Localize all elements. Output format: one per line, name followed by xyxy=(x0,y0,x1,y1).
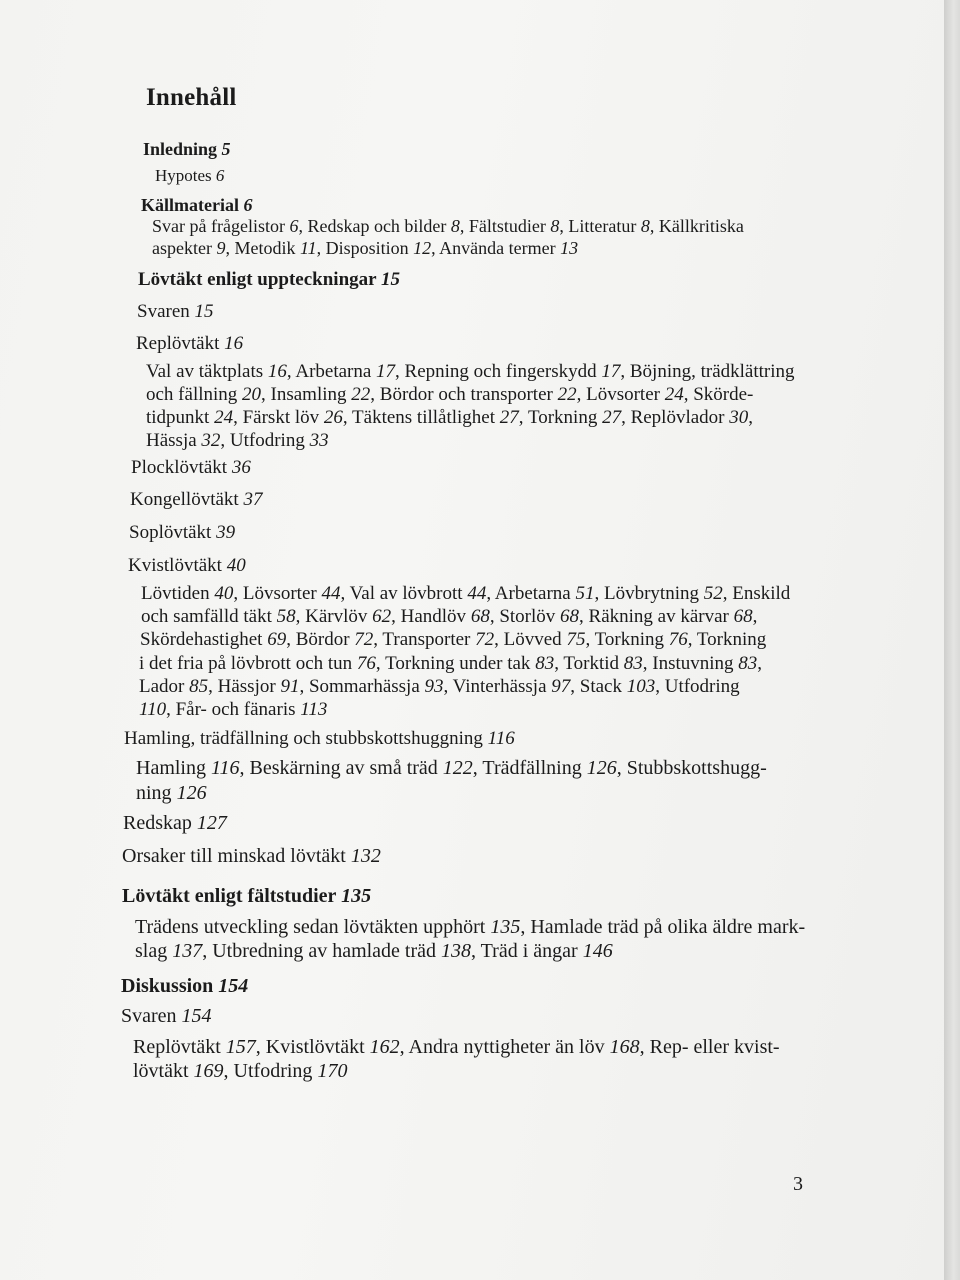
toc-page-number: 12 xyxy=(413,238,432,258)
toc-entry-text: , Vinterhässja xyxy=(443,676,552,697)
toc-entry-text: , xyxy=(752,606,758,627)
toc-detail-line xyxy=(136,782,207,805)
toc-page-number: 69 xyxy=(267,629,287,650)
toc-entry-text: , Böjning, trädklättring xyxy=(620,361,795,382)
toc-entry-text: , Fältstudier xyxy=(459,216,551,236)
toc-entry-text: Plocklövtäkt xyxy=(131,457,228,478)
toc-page-number: 93 xyxy=(424,676,444,697)
toc-page-number: 26 xyxy=(323,407,343,428)
toc-entry-text: Trädens utveckling sedan lövtäkten upphört xyxy=(135,916,491,938)
toc-page-number: 170 xyxy=(317,1060,348,1082)
toc-detail-line xyxy=(133,1036,780,1059)
toc-entry-text: , Lövved xyxy=(494,629,567,650)
toc-page-number: 154 xyxy=(218,975,249,997)
toc-page-number: 135 xyxy=(490,916,521,938)
toc-detail-line xyxy=(139,653,762,675)
toc-page-number: 24 xyxy=(664,384,684,405)
toc-page-number: 110 xyxy=(139,699,167,720)
toc-entry-text: , Bördor och transporter xyxy=(370,384,558,405)
toc-page-number: 22 xyxy=(351,384,371,405)
toc-page-number: 72 xyxy=(354,629,374,650)
toc-entry-text: , Torkning under tak xyxy=(375,653,536,674)
toc-entry-text: , Arbetarna xyxy=(486,583,576,604)
toc-page-number: 85 xyxy=(189,676,209,697)
toc-page-number: 15 xyxy=(194,301,214,322)
toc-entry-text: , Val av lövbrott xyxy=(340,583,468,604)
toc-page-number: 103 xyxy=(626,676,656,697)
toc-page-number: 16 xyxy=(224,333,244,354)
toc-page-number: 157 xyxy=(225,1036,256,1058)
toc-page-number: 76 xyxy=(356,653,376,674)
toc-page-number: 83 xyxy=(738,653,758,674)
toc-page-number: 9 xyxy=(216,238,226,258)
toc-page-number: 83 xyxy=(535,653,555,674)
toc-page-number: 168 xyxy=(609,1036,640,1058)
toc-entry-text: aspekter xyxy=(152,238,217,258)
toc-entry-text: , Utfodring xyxy=(223,1060,318,1082)
toc-page-number: 16 xyxy=(267,361,287,382)
toc-entry-text: , Trädfällning xyxy=(472,757,587,779)
toc-page-number: 146 xyxy=(582,940,613,962)
toc-page-number: 40 xyxy=(226,555,246,576)
toc-entry-text: Lövtiden xyxy=(141,583,215,604)
toc-entry-text: , Stack xyxy=(570,676,627,697)
toc-entry-text: , Andra nyttigheter än löv xyxy=(399,1036,610,1058)
toc-page-number: 27 xyxy=(499,407,519,428)
toc-entry-text: , Lövsorter xyxy=(233,583,322,604)
toc-entry-text: Replövtäkt xyxy=(133,1036,226,1058)
toc-page-number: 40 xyxy=(214,583,234,604)
toc-entry-text: ning xyxy=(136,782,177,804)
toc-entry-text: , Utbredning av hamlade träd xyxy=(202,940,442,962)
toc-detail-line xyxy=(136,757,767,780)
toc-page-number: 116 xyxy=(211,757,240,779)
toc-entry-text: , Repning och fingerskydd xyxy=(395,361,602,382)
toc-entry-text: , Använda termer xyxy=(431,238,561,258)
toc-page-number: 138 xyxy=(441,940,472,962)
toc-page-number: 72 xyxy=(475,629,495,650)
toc-entry-text: Soplövtäkt xyxy=(129,522,212,543)
toc-detail-line xyxy=(135,940,613,963)
toc-entry-text: Kongellövtäkt xyxy=(130,489,239,510)
toc-section-redskap xyxy=(123,812,227,835)
toc-entry-text: , Träd i ängar xyxy=(471,940,583,962)
toc-page-number: 44 xyxy=(321,583,341,604)
toc-entry-text: , Lövsorter xyxy=(576,384,665,405)
toc-section-orsaker xyxy=(122,845,381,868)
toc-page-number: 68 xyxy=(470,606,490,627)
toc-entry-text: Diskussion xyxy=(121,975,214,997)
toc-chapter-diskussion xyxy=(121,975,248,998)
toc-entry-text: och fällning xyxy=(146,384,243,405)
page-number: 3 xyxy=(793,1173,803,1195)
toc-entry-text: Replövtäkt xyxy=(136,333,220,354)
toc-page-number: 39 xyxy=(216,522,236,543)
toc-entry-text: , Färskt löv xyxy=(233,407,324,428)
toc-page-number: 22 xyxy=(557,384,577,405)
toc-section-svaren-diskussion xyxy=(121,1005,212,1028)
toc-entry-text: Inledning xyxy=(143,139,218,159)
toc-entry-text: i det fria på lövbrott och tun xyxy=(139,653,357,674)
page-title: Innehåll xyxy=(146,84,237,111)
toc-entry-text: , Insamling xyxy=(261,384,352,405)
toc-page-number: 52 xyxy=(703,583,723,604)
toc-entry-text: , Arbetarna xyxy=(286,361,377,382)
toc-entry-text: , Lövbrytning xyxy=(594,583,704,604)
toc-entry-text: och samfälld täkt xyxy=(141,606,277,627)
toc-page-number: 135 xyxy=(341,885,372,907)
toc-entry-text: , Handlöv xyxy=(391,606,471,627)
toc-page-number: 15 xyxy=(381,269,400,290)
toc-page-number: 30 xyxy=(729,407,749,428)
toc-page-number: 83 xyxy=(623,653,643,674)
toc-page-number: 8 xyxy=(550,216,560,236)
toc-entry-text: Svaren xyxy=(121,1005,177,1027)
toc-entry-text: , Beskärning av små träd xyxy=(239,757,443,779)
toc-entry-text: , Stubbskottshugg- xyxy=(616,757,767,779)
toc-section-kvistlovtakt xyxy=(128,555,246,577)
toc-page-number: 24 xyxy=(214,407,234,428)
toc-detail-line xyxy=(135,916,805,939)
toc-detail-line xyxy=(133,1060,347,1083)
toc-detail-line xyxy=(146,407,753,429)
toc-entry-text: Hässja xyxy=(146,430,202,451)
toc-page-number: 32 xyxy=(201,430,221,451)
toc-entry-text: , Torkning xyxy=(518,407,603,428)
toc-entry-text: tidpunkt xyxy=(146,407,215,428)
toc-detail-line xyxy=(146,384,753,406)
toc-entry-text: , Hamlade träd på olika äldre mark- xyxy=(520,916,806,938)
toc-entry-text: , Får- och fänaris xyxy=(166,699,301,720)
toc-entry-text: Orsaker till minskad lövtäkt xyxy=(122,845,346,867)
toc-detail-line xyxy=(146,430,329,452)
toc-entry-text: , Instuvning xyxy=(642,653,739,674)
toc-entry-text: lövtäkt xyxy=(133,1060,194,1082)
toc-entry-text: Hamling, trädfällning och stubbskottshuggning xyxy=(124,728,483,749)
toc-page-number: 58 xyxy=(276,606,296,627)
toc-section-hamling xyxy=(124,728,515,750)
toc-page-number: 37 xyxy=(243,489,263,510)
toc-detail-line xyxy=(152,216,744,237)
toc-page-number: 127 xyxy=(196,812,227,834)
toc-entry-text: slag xyxy=(135,940,173,962)
toc-page-number: 51 xyxy=(575,583,595,604)
toc-entry-text: , Bördor xyxy=(286,629,355,650)
toc-section-plocklovtakt xyxy=(131,457,251,479)
toc-page-number: 132 xyxy=(350,845,381,867)
toc-entry-text: , Litteratur xyxy=(559,216,641,236)
toc-subsection-hypotes xyxy=(155,166,224,186)
toc-page-number: 6 xyxy=(215,166,225,185)
toc-entry-text: , xyxy=(748,407,754,428)
page-edge xyxy=(944,0,960,1280)
toc-entry-text: Hypotes xyxy=(155,166,212,185)
toc-page-number: 75 xyxy=(566,629,586,650)
toc-page-number: 122 xyxy=(442,757,473,779)
toc-page-number: 126 xyxy=(176,782,207,804)
toc-page-number: 126 xyxy=(586,757,617,779)
toc-entry-text: , Källkritiska xyxy=(649,216,744,236)
toc-page-number: 137 xyxy=(172,940,203,962)
toc-entry-text: Lövtäkt enligt uppteckningar xyxy=(138,269,377,290)
toc-section-soplovtakt xyxy=(129,522,235,544)
toc-page-number: 33 xyxy=(309,430,329,451)
toc-entry-text: , Torkning xyxy=(687,629,767,650)
toc-section-svaren xyxy=(137,301,214,323)
toc-entry-text: , Sommarhässja xyxy=(299,676,425,697)
toc-page-number: 116 xyxy=(487,728,515,749)
toc-page-number: 91 xyxy=(280,676,300,697)
toc-entry-text: , Hässjor xyxy=(208,676,281,697)
toc-page-number: 11 xyxy=(299,238,317,258)
toc-page-number: 8 xyxy=(640,216,650,236)
toc-entry-text: , Storlöv xyxy=(489,606,561,627)
toc-entry-text: , Metodik xyxy=(225,238,300,258)
toc-page-number: 97 xyxy=(551,676,571,697)
toc-entry-text: Källmaterial xyxy=(141,195,239,215)
toc-page-number: 20 xyxy=(242,384,262,405)
toc-entry-text: , Kvistlövtäkt xyxy=(255,1036,370,1058)
toc-page-number: 169 xyxy=(193,1060,224,1082)
toc-entry-text: Skördehastighet xyxy=(140,629,268,650)
toc-page-number: 6 xyxy=(289,216,299,236)
toc-entry-text: , xyxy=(757,653,763,674)
toc-entry-text: , Enskild xyxy=(722,583,791,604)
toc-page-number: 113 xyxy=(300,699,328,720)
toc-entry-text: , Täktens tillåtlighet xyxy=(342,407,500,428)
toc-page-number: 5 xyxy=(221,139,231,159)
toc-entry-text: , Disposition xyxy=(316,238,414,258)
toc-entry-text: , Räkning av kärvar xyxy=(579,606,734,627)
toc-entry-text: , Utfodring xyxy=(655,676,740,697)
toc-detail-line xyxy=(152,238,578,259)
toc-page-number: 8 xyxy=(450,216,460,236)
toc-entry-text: Hamling xyxy=(136,757,211,779)
toc-chapter-inledning xyxy=(143,139,231,160)
toc-entry-text: , Transporter xyxy=(373,629,476,650)
toc-section-replovtakt xyxy=(136,333,243,355)
toc-entry-text: Svaren xyxy=(137,301,190,322)
toc-section-kongellovtakt xyxy=(130,489,262,511)
toc-entry-text: , Torktid xyxy=(554,653,624,674)
toc-chapter-lovtakt-uppteckningar xyxy=(138,269,400,291)
toc-detail-line xyxy=(139,699,327,721)
toc-page-number: 17 xyxy=(601,361,621,382)
toc-entry-text: Val av täktplats xyxy=(146,361,268,382)
toc-page-number: 27 xyxy=(602,407,622,428)
toc-detail-line xyxy=(141,606,757,628)
toc-entry-text: Redskap xyxy=(123,812,192,834)
toc-page-number: 68 xyxy=(560,606,580,627)
toc-chapter-kallmaterial xyxy=(141,195,252,216)
toc-page-number: 162 xyxy=(369,1036,400,1058)
toc-page-number: 13 xyxy=(560,238,579,258)
toc-detail-line xyxy=(139,676,740,698)
toc-chapter-lovtakt-faltstudier xyxy=(122,885,371,908)
toc-entry-text: , Skörde- xyxy=(683,384,754,405)
toc-page-number: 44 xyxy=(467,583,487,604)
toc-entry-text: Lador xyxy=(139,676,190,697)
toc-detail-line xyxy=(146,361,795,383)
toc-page-number: 154 xyxy=(181,1005,212,1027)
toc-entry-text: , Kärvlöv xyxy=(295,606,373,627)
toc-entry-text: , Torkning xyxy=(585,629,669,650)
toc-page-number: 62 xyxy=(372,606,392,627)
toc-entry-text: Svar på frågelistor xyxy=(152,216,290,236)
toc-entry-text: , Replövlador xyxy=(621,407,730,428)
toc-entry-text: , Redskap och bilder xyxy=(298,216,451,236)
toc-page-number: 36 xyxy=(231,457,251,478)
toc-page-number: 6 xyxy=(243,195,253,215)
toc-page-number: 76 xyxy=(668,629,688,650)
toc-entry-text: Kvistlövtäkt xyxy=(128,555,222,576)
toc-entry-text: , Utfodring xyxy=(220,430,310,451)
toc-entry-text: Lövtäkt enligt fältstudier xyxy=(122,885,337,907)
toc-page-number: 17 xyxy=(376,361,396,382)
toc-detail-line xyxy=(141,583,790,605)
toc-detail-line xyxy=(140,629,766,651)
toc-page-number: 68 xyxy=(733,606,753,627)
toc-entry-text: , Rep- eller kvist- xyxy=(639,1036,780,1058)
